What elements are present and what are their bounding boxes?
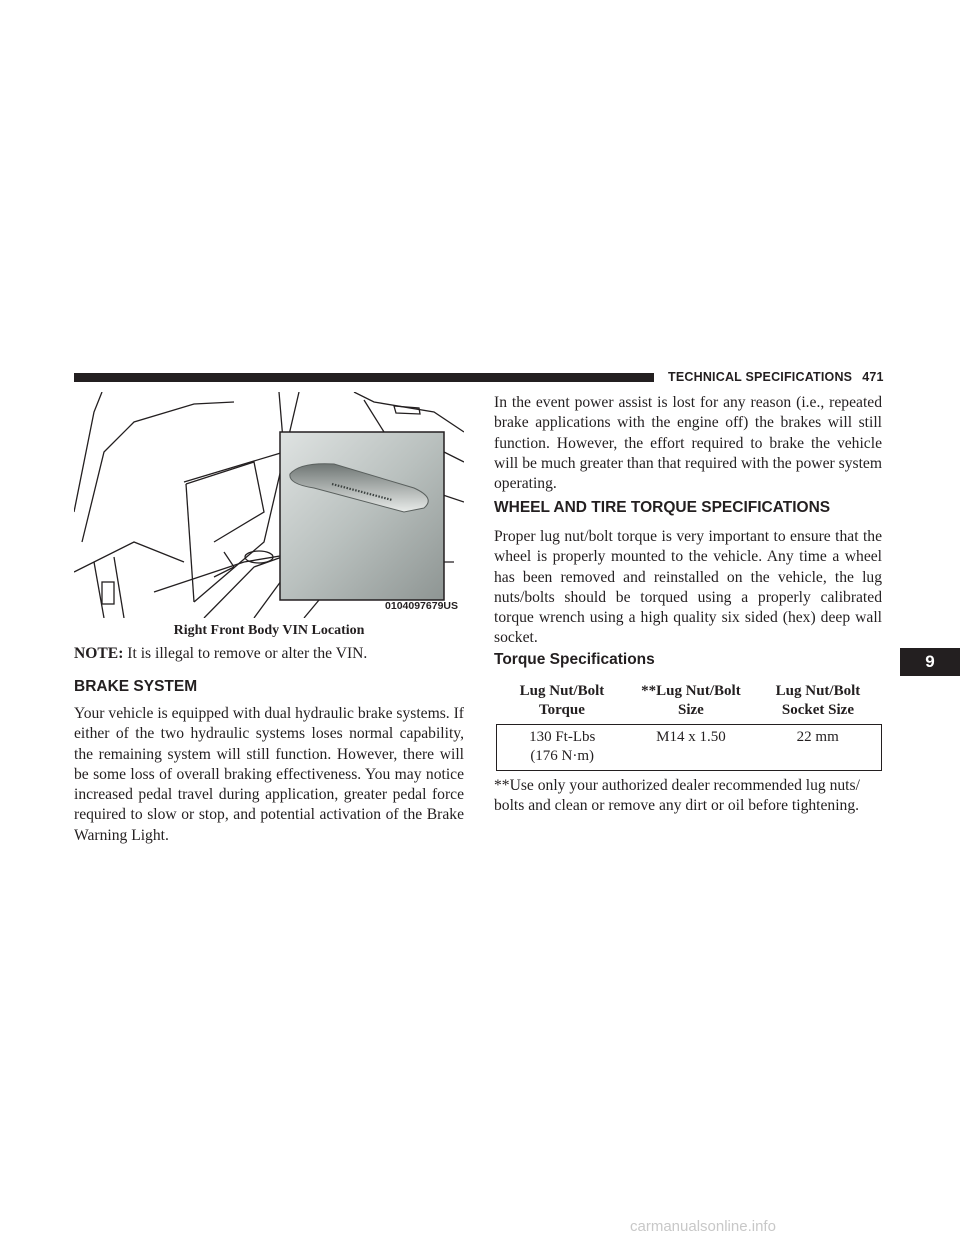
table-header-cell: **Lug Nut/Bolt Size <box>627 680 754 725</box>
brake-paragraph: Your vehicle is equipped with dual hydraulic brake systems. If either of the two hydraulic systems loses normal capability, the remaining system will still function. However, there will be some loss of overall braking effectiveness. You may notice increased pedal travel during application, greater pedal force required to slow or stop, and potential activation of the Brake Warning Light. <box>74 705 464 844</box>
torque-specs-heading: Torque Specifications <box>494 651 655 668</box>
power-assist-block <box>494 393 882 494</box>
figure-caption: Right Front Body VIN Location <box>173 623 365 638</box>
chapter-tab: 9 <box>900 648 960 676</box>
note-block <box>74 644 464 664</box>
note-text: It is illegal to remove or alter the VIN. <box>123 645 368 662</box>
table-header-row <box>497 680 882 725</box>
vin-inset-photo <box>280 432 444 600</box>
page-number: 471 <box>862 370 884 384</box>
table-header-cell: Lug Nut/Bolt Socket Size <box>754 680 881 725</box>
wheel-torque-heading: WHEEL AND TIRE TORQUE SPECIFICATIONS <box>494 499 831 516</box>
wheel-torque-body <box>494 527 882 649</box>
vin-location-figure <box>74 392 464 618</box>
footnote: **Use only your authorized dealer recommended lug nuts/ bolts and clean or remove any dirt or oil before tightening. <box>494 777 860 815</box>
brake-system-heading: BRAKE SYSTEM <box>74 678 198 695</box>
footnote-block <box>494 776 882 817</box>
running-header <box>668 370 884 384</box>
wheel-paragraph: Proper lug nut/bolt torque is very important to ensure that the wheel is properly mounted to the vehicle. Any time a wheel has been removed and reinstalled on the vehicle, the lug nuts/bolts should be torqued using a properly calibrated torque wrench using a high quality six sided (hex) deep wall socket. <box>494 528 882 647</box>
table-cell: 130 Ft-Lbs (176 N·m) <box>497 725 628 771</box>
brake-system-body <box>74 704 464 846</box>
power-assist-paragraph: In the event power assist is lost for any reason (i.e., repeated brake applications with the engine off) the brakes will still function. However, the effort required to brake the vehicle will be much greater than that required with the power system operating. <box>494 394 882 493</box>
vin-illustration <box>74 392 464 618</box>
table-row <box>497 725 882 771</box>
note-paragraph <box>74 644 464 664</box>
section-title: TECHNICAL SPECIFICATIONS <box>668 370 853 384</box>
note-label: NOTE: <box>74 645 124 662</box>
torque-specifications-table <box>496 680 882 771</box>
table-cell: M14 x 1.50 <box>627 725 754 771</box>
table-cell: 22 mm <box>754 725 881 771</box>
watermark: carmanualsonline.info <box>630 1218 776 1235</box>
header-rule <box>74 373 654 382</box>
figure-code: 0104097679US <box>385 600 458 612</box>
table-header-cell: Lug Nut/Bolt Torque <box>497 680 628 725</box>
